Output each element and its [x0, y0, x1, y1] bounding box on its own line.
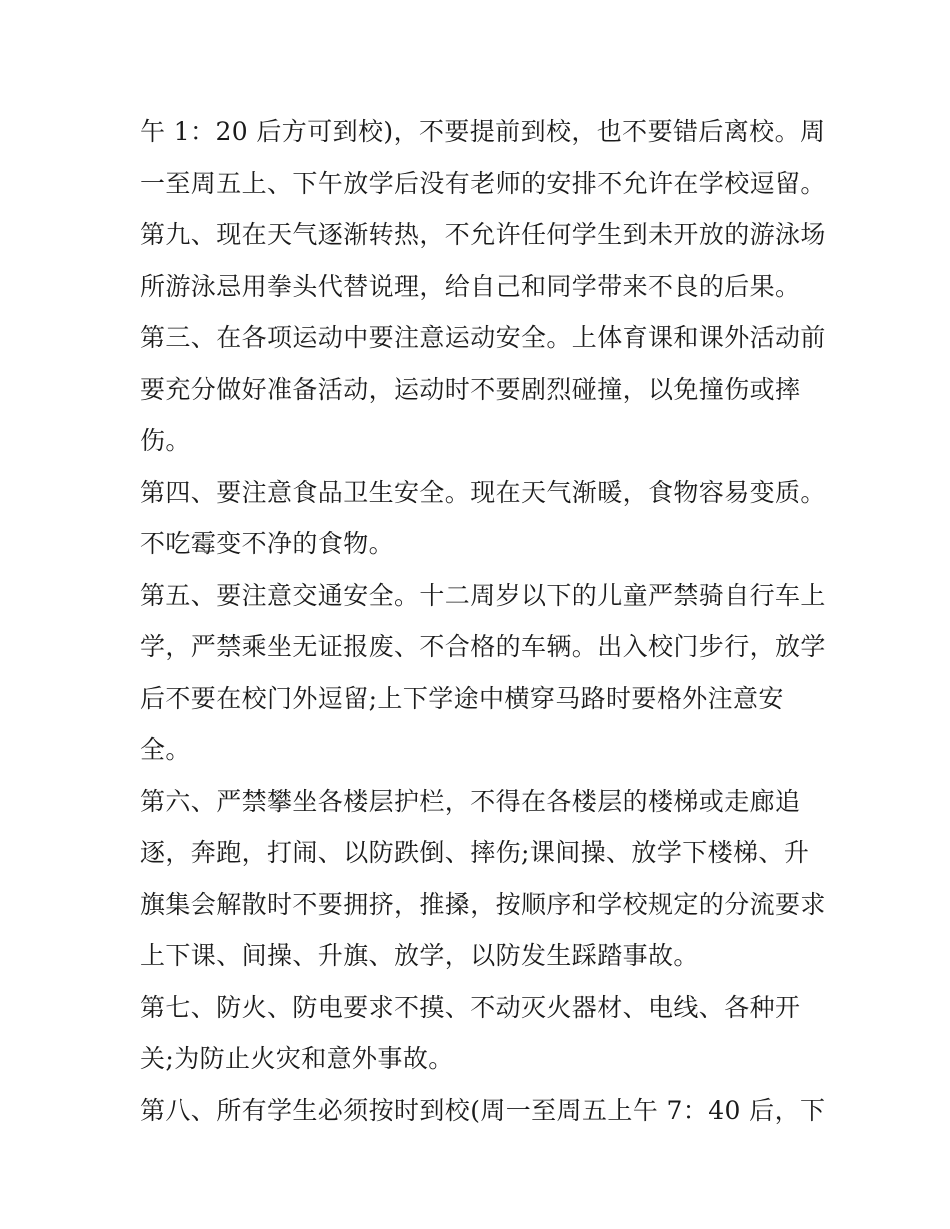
text-line: 第七、防火、防电要求不摸、不动灭火器材、电线、各种开	[140, 992, 801, 1022]
text-line: 关;为防止火灾和意外事故。	[140, 1044, 454, 1073]
text-line: 一至周五上、下午放学后没有老师的安排不允许在学校逗留。	[140, 168, 826, 198]
text-line: 后不要在校门外逗留;上下学途中横穿马路时要格外注意安	[140, 683, 784, 713]
text-line: 第五、要注意交通安全。十二周岁以下的儿童严禁骑自行车上	[140, 580, 826, 610]
text-line: 逐，奔跑，打闹、以防跌倒、摔伤;课间操、放学下楼梯、升	[140, 838, 810, 867]
document-body	[140, 106, 826, 1136]
text-line: 第四、要注意食品卫生安全。现在天气渐暖，食物容易变质。	[140, 477, 826, 507]
text-line: 所游泳忌用拳头代替说理，给自己和同学带来不良的后果。	[140, 271, 801, 301]
text-line: 全。	[140, 735, 191, 764]
text-line: 伤。	[140, 426, 191, 455]
text-line: 学，严禁乘坐无证报废、不合格的车辆。出入校门步行，放学	[140, 632, 826, 661]
text-line: 上下课、间操、升旗、放学，以防发生踩踏事故。	[140, 941, 699, 970]
text-line: 第九、现在天气逐渐转热，不允许任何学生到未开放的游泳场	[140, 220, 826, 249]
text-line: 午 1：20 后方可到校)，不要提前到校，也不要错后离校。周	[140, 117, 826, 146]
text-line: 旗集会解散时不要拥挤，推搡，按顺序和学校规定的分流要求	[140, 889, 826, 919]
text-line: 要充分做好准备活动，运动时不要剧烈碰撞，以免撞伤或摔	[140, 374, 801, 404]
text-line: 不吃霉变不净的食物。	[140, 529, 395, 558]
text-line: 第六、严禁攀坐各楼层护栏，不得在各楼层的楼梯或走廊追	[140, 786, 801, 816]
text-line: 第三、在各项运动中要注意运动安全。上体育课和课外活动前	[140, 323, 826, 352]
text-line: 第八、所有学生必须按时到校(周一至周五上午 7：40 后，下	[140, 1095, 826, 1125]
